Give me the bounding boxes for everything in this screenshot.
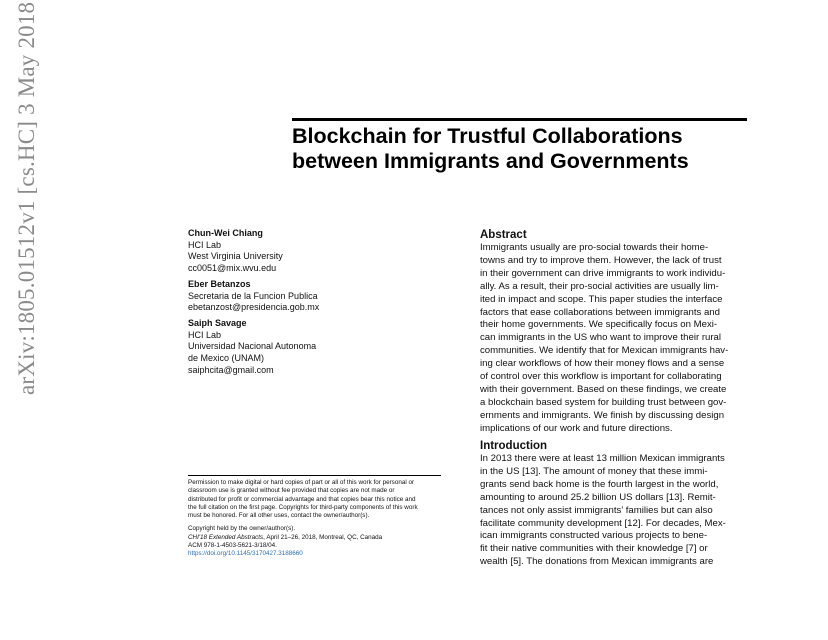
text-line: in the US [13]. The amount of money that these immi-	[480, 465, 708, 477]
author-affiliation: West Virginia University	[188, 251, 283, 262]
author-affiliation: HCI Lab	[188, 329, 222, 340]
copyright-line: Copyright held by the owner/author(s).	[188, 525, 296, 533]
title-rule	[292, 118, 747, 121]
doi-link[interactable]: https://doi.org/10.1145/3170427.3188660	[188, 550, 303, 558]
author-name: Chun-Wei Chiang	[188, 228, 263, 238]
author-affiliation: Universidad Nacional Autonoma	[188, 341, 317, 352]
author-affiliation: de Mexico (UNAM)	[188, 353, 265, 364]
text-line: implications of our work and future directions.	[480, 422, 673, 434]
abstract-heading: Abstract	[480, 229, 527, 241]
text-line: facilitate community development [12]. For decades, Mex-	[480, 517, 726, 529]
venue-details: , April 21–26, 2018, Montreal, QC, Canada	[263, 533, 383, 541]
text-line: ing clear workflows of how their money flows and a sense	[480, 358, 725, 370]
copyright-footnote	[188, 479, 444, 559]
text-line: fit their native communities with their knowledge [7] or	[480, 543, 708, 555]
text-line: In 2013 there were at least 13 million Mexican immigrants	[480, 453, 725, 464]
text-line: Immigrants usually are pro-social towards their home-	[480, 242, 709, 253]
author-email: cc0051@mix.wvu.edu	[188, 263, 277, 274]
author-email: saiphcita@gmail.com	[188, 364, 274, 375]
text-line: can immigrants in the US who want to improve their rural	[480, 332, 722, 344]
text-line: ernments and immigrants. We finish by discussing design	[480, 409, 725, 421]
text-line: grants send back home is the fourth largest in the world,	[480, 478, 719, 490]
permission-line: the full citation on the first page. Copyrights for third-party components of this work	[188, 503, 418, 511]
permission-line: Permission to make digital or hard copies of part or all of this work for personal or	[188, 479, 415, 486]
abstract-section	[480, 228, 740, 436]
text-line: factors that ease collaborations between immigrants and	[480, 306, 720, 318]
title-line: Blockchain for Trustful Collaborations	[292, 124, 683, 148]
venue-name: CHI'18 Extended Abstracts	[188, 533, 264, 541]
author-name: Saiph Savage	[188, 317, 247, 328]
text-line: their home governments. We specifically focus on Mexi-	[480, 319, 718, 331]
introduction-section	[480, 439, 740, 569]
text-line: in their government can drive immigrants to work individu-	[480, 267, 726, 279]
text-line: amounting to around 25.2 billion US dollars [13]. Remit-	[480, 491, 716, 503]
text-line: communities. We identify that for Mexican immigrants hav-	[480, 345, 729, 357]
venue-line	[188, 534, 444, 542]
text-line: tances not only assist immigrants’ families but can also	[480, 504, 713, 516]
author-affiliation: HCI Lab	[188, 239, 222, 250]
introduction-body	[480, 453, 740, 569]
author-email: ebetanzost@presidencia.gob.mx	[188, 302, 320, 313]
title-line: between Immigrants and Governments	[292, 149, 689, 173]
text-line: ited in impact and scope. This paper studies the interface	[480, 293, 723, 305]
introduction-heading: Introduction	[480, 440, 548, 452]
text-line: of control over this workflow is important for collaborating	[480, 371, 722, 383]
author-block	[188, 279, 388, 314]
isbn-line: ACM 978-1-4503-5621-3/18/04.	[188, 542, 277, 550]
author-list	[188, 228, 388, 380]
permission-line: classroom use is granted without fee provided that copies are not made or	[188, 487, 395, 495]
footnote-rule	[188, 475, 441, 476]
permission-line: must be honored. For all other uses, contact the owner/author(s).	[188, 512, 370, 520]
author-block	[188, 228, 388, 275]
text-line: with their government. Based on these findings, we create	[480, 383, 727, 395]
text-line: ican immigrants constructed various projects to bene-	[480, 530, 708, 542]
author-block	[188, 318, 388, 377]
text-line: wealth [5]. The donations from Mexican immigrants are	[480, 556, 714, 568]
text-line: a blockchain based system for building trust between gov-	[480, 396, 727, 408]
permission-line: distributed for profit or commercial advantage and that copies bear this notice and	[188, 495, 416, 503]
author-affiliation: Secretaria de la Funcion Publica	[188, 290, 318, 301]
abstract-body	[480, 242, 740, 436]
text-line: towns and try to improve them. However, the lack of trust	[480, 254, 722, 266]
text-line: ally. As a result, their pro-social activities are usually lim-	[480, 280, 719, 292]
paper-title	[292, 124, 752, 174]
arxiv-stamp: arXiv:1805.01512v1 [cs.HC] 3 May 2018	[14, 1, 39, 395]
author-name: Eber Betanzos	[188, 278, 251, 289]
